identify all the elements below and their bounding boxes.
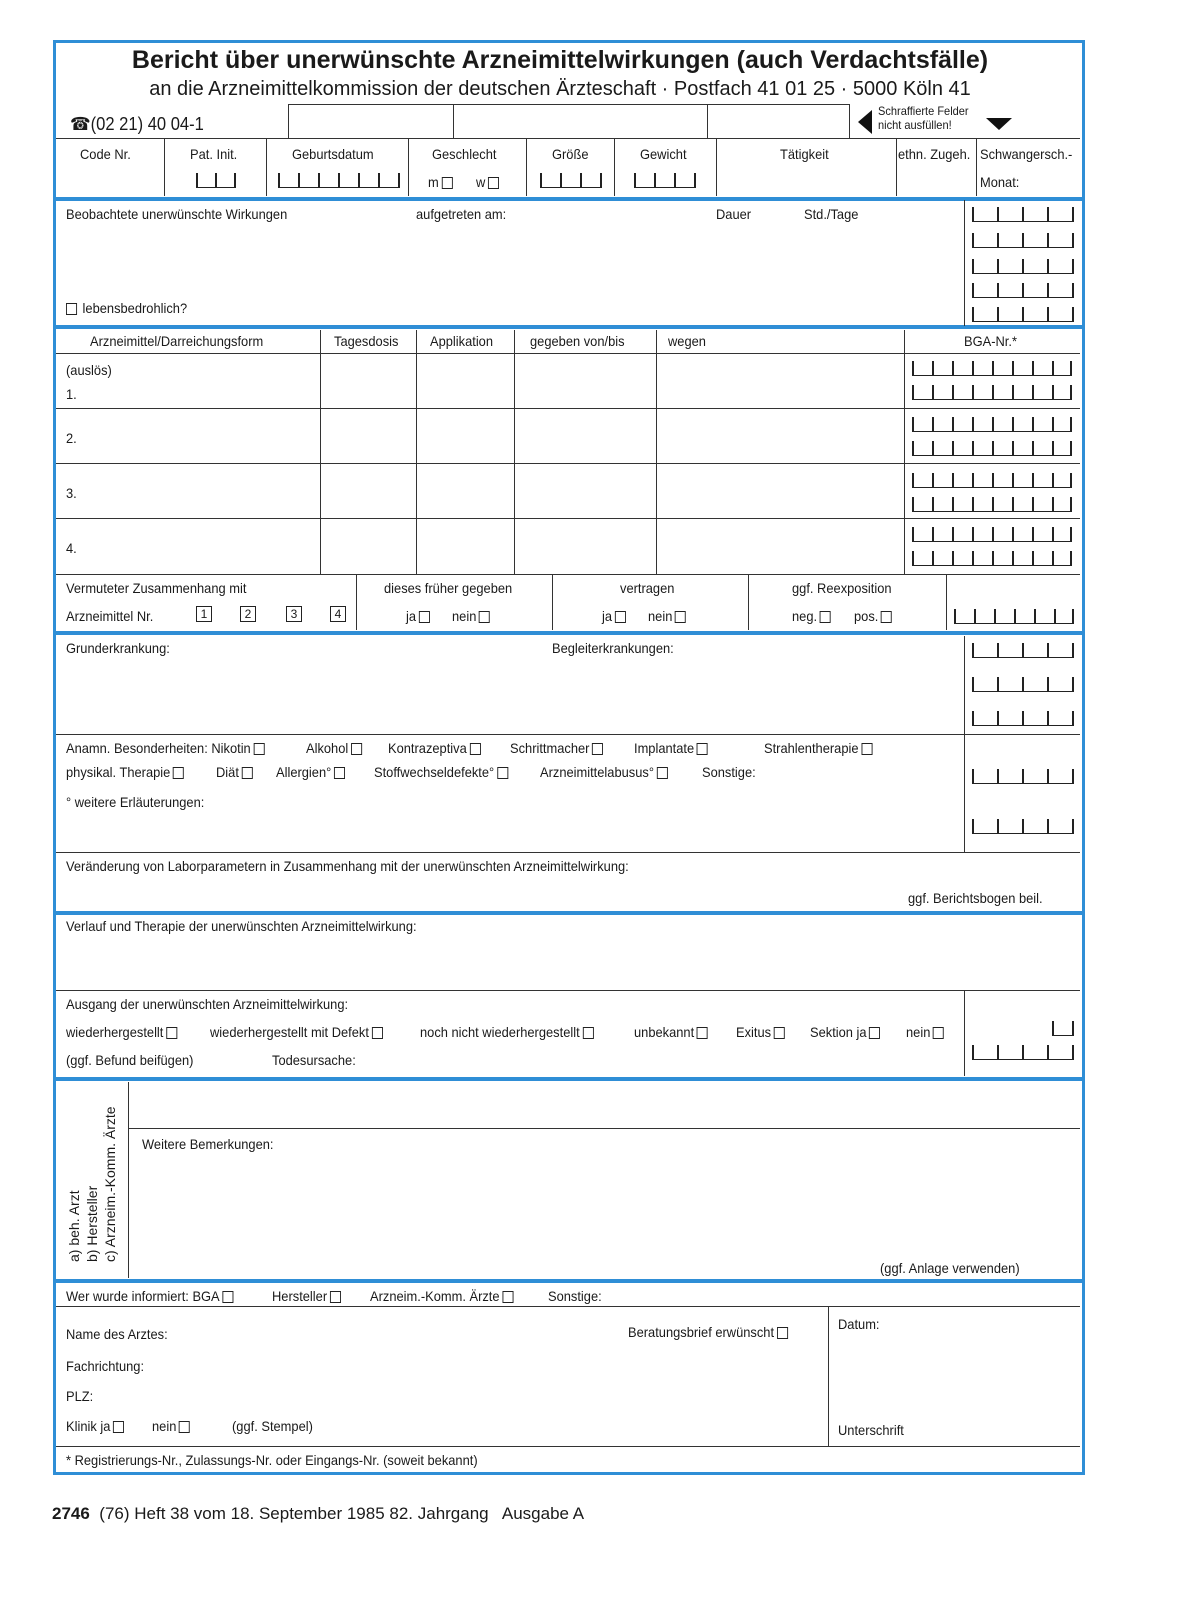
alkohol-checkbox[interactable] xyxy=(351,743,362,755)
date-label: Datum: xyxy=(838,1316,880,1332)
physikal-checkbox[interactable] xyxy=(173,767,184,779)
anamn-nikotin: Anamn. Besonderheiten: Nikotin xyxy=(66,740,265,756)
outcome-label: Ausgang der unerwünschten Arzneimittelwirkung: xyxy=(66,996,349,1012)
drug-row-3: 3. xyxy=(66,485,77,501)
sex-w-checkbox[interactable] xyxy=(488,177,499,189)
bga-box[interactable] xyxy=(912,550,1072,566)
life-threatening-checkbox[interactable] xyxy=(66,303,77,315)
bga-box[interactable] xyxy=(912,360,1072,376)
reexposition-pos-checkbox[interactable] xyxy=(881,611,892,623)
col-application: Applikation xyxy=(430,333,494,349)
advice-letter-checkbox[interactable] xyxy=(777,1327,788,1339)
clinic-yes-checkbox[interactable] xyxy=(113,1421,124,1433)
form-subtitle: an die Arzneimittelkommission der deutschen Ärzteschaft · Postfach 41 01 25 · 5000 Köln 41 xyxy=(149,78,971,100)
anamn-kontra: Kontrazeptiva xyxy=(388,740,481,756)
schrittmacher-checkbox[interactable] xyxy=(592,743,603,755)
signature-label: Unterschrift xyxy=(838,1422,904,1438)
tolerated-label: vertragen xyxy=(620,580,675,596)
code-box[interactable] xyxy=(972,710,1074,726)
weight-label: Gewicht xyxy=(640,146,687,162)
anamn-schritt: Schrittmacher xyxy=(510,740,603,756)
informed-manufacturer-checkbox[interactable] xyxy=(330,1291,341,1303)
trigger-label: (auslös) xyxy=(66,362,112,378)
given-before-no-checkbox[interactable] xyxy=(479,611,490,623)
informed-bga: Wer wurde informiert: BGA xyxy=(66,1288,233,1304)
hatched-field-3 xyxy=(708,104,850,138)
occurred-label: aufgetreten am: xyxy=(416,206,507,222)
height-label: Größe xyxy=(552,146,589,162)
col-bga: BGA-Nr.* xyxy=(964,333,1017,349)
given-before-label: dieses früher gegeben xyxy=(384,580,513,596)
given-before-no: nein xyxy=(452,608,490,624)
anamn-abusus: Arzneimittelabusus° xyxy=(540,764,668,780)
remarks-side-a: a) beh. Arzt xyxy=(66,1190,82,1262)
anamn-strahlen: Strahlentherapie xyxy=(764,740,872,756)
anamn-implantate: Implantate xyxy=(634,740,708,756)
kontrazeptiva-checkbox[interactable] xyxy=(470,743,481,755)
outcome-recovered: wiederhergestellt xyxy=(66,1024,177,1040)
drug-row-1: 1. xyxy=(66,386,77,402)
reexposition-label: ggf. Reexposition xyxy=(792,580,892,596)
tolerated-yes-checkbox[interactable] xyxy=(615,611,626,623)
drug-row-2: 2. xyxy=(66,430,77,446)
anamn-stoff: Stoffwechseldefekte° xyxy=(374,764,508,780)
hatched-field-1 xyxy=(288,104,454,138)
concomitant-disease-label: Begleiterkrankungen: xyxy=(552,640,674,656)
section-no-checkbox[interactable] xyxy=(933,1027,944,1039)
outcome-section-no: nein xyxy=(906,1024,944,1040)
bga-box[interactable] xyxy=(912,384,1072,400)
outcome-defect: wiederhergestellt mit Defekt xyxy=(210,1024,383,1040)
code-box[interactable] xyxy=(972,206,1074,222)
finding-label: (ggf. Befund beifügen) xyxy=(66,1052,194,1068)
footnote: * Registrierungs-Nr., Zulassungs-Nr. oder Eingangs-Nr. (soweit bekannt) xyxy=(66,1452,478,1468)
sex-w-label: w xyxy=(476,174,499,190)
defect-checkbox[interactable] xyxy=(372,1027,383,1039)
abusus-checkbox[interactable] xyxy=(657,767,668,779)
birthdate-field[interactable] xyxy=(278,172,400,188)
remarks-side-c: c) Arzneim.-Komm. Ärzte xyxy=(102,1106,118,1262)
outcome-section-yes: Sektion ja xyxy=(810,1024,880,1040)
informed-commission-checkbox[interactable] xyxy=(502,1291,513,1303)
remarks-label: Weitere Bemerkungen: xyxy=(142,1136,274,1152)
anamn-physikal: physikal. Therapie xyxy=(66,764,184,780)
outcome-unknown: unbekannt xyxy=(634,1024,708,1040)
strahlentherapie-checkbox[interactable] xyxy=(861,743,872,755)
form-title: Bericht über unerwünschte Arzneimittelwirkungen (auch Verdachtsfälle) xyxy=(131,46,989,74)
code-box[interactable] xyxy=(972,642,1074,658)
birthdate-label: Geburtsdatum xyxy=(292,146,374,162)
anamn-sonstige: Sonstige: xyxy=(702,764,756,780)
bga-box[interactable] xyxy=(912,416,1072,432)
doctor-name-label: Name des Arztes: xyxy=(66,1326,168,1342)
bga-box[interactable] xyxy=(912,440,1072,456)
given-before-yes: ja xyxy=(406,608,430,624)
hatched-field-2 xyxy=(454,104,708,138)
recovered-checkbox[interactable] xyxy=(166,1027,177,1039)
clinic-yes: Klinik ja xyxy=(66,1418,124,1434)
weight-field[interactable] xyxy=(634,172,696,188)
tolerated-no-checkbox[interactable] xyxy=(675,611,686,623)
col-because: wegen xyxy=(668,333,706,349)
hours-days-label: Std./Tage xyxy=(804,206,859,222)
code-box[interactable] xyxy=(972,1044,1074,1060)
exitus-checkbox[interactable] xyxy=(774,1027,785,1039)
drug-nr-4-box[interactable]: 4 xyxy=(330,606,346,622)
reexposition-neg-checkbox[interactable] xyxy=(820,611,831,623)
sex-label: Geschlecht xyxy=(432,146,497,162)
tolerated-no: nein xyxy=(648,608,686,624)
pregnancy-month-label: Monat: xyxy=(980,174,1020,190)
pat-init-field[interactable] xyxy=(196,172,236,188)
remarks-frame xyxy=(53,1078,1085,1282)
code-box[interactable] xyxy=(972,818,1074,834)
code-nr-label: Code Nr. xyxy=(80,146,131,162)
pregnancy-label: Schwangersch.- xyxy=(980,146,1073,162)
anamn-alkohol: Alkohol xyxy=(306,740,362,756)
stamp-label: (ggf. Stempel) xyxy=(232,1418,313,1434)
duration-label: Dauer xyxy=(716,206,752,222)
drug-nr-label: Arzneimittel Nr. xyxy=(66,608,154,624)
drug-nr-3-box[interactable]: 3 xyxy=(286,606,302,622)
page-footer xyxy=(52,1504,584,1524)
code-box[interactable] xyxy=(972,258,1074,274)
arrow-left-icon xyxy=(858,110,872,134)
code-box[interactable] xyxy=(972,676,1074,692)
given-before-yes-checkbox[interactable] xyxy=(419,611,430,623)
bga-box[interactable] xyxy=(912,526,1072,542)
report-sheet-label: ggf. Berichtsbogen beil. xyxy=(908,890,1043,906)
drug-nr-2-box[interactable]: 2 xyxy=(240,606,256,622)
further-explanations-label: ° weitere Erläuterungen: xyxy=(66,794,205,810)
code-box[interactable] xyxy=(972,306,1074,322)
bga-box[interactable] xyxy=(912,496,1072,512)
lab-label: Veränderung von Laborparametern in Zusammenhang mit der unerwünschten Arzneimittelwirkung: xyxy=(66,858,629,874)
effects-label: Beobachtete unerwünschte Wirkungen xyxy=(66,206,288,222)
informed-bga-checkbox[interactable] xyxy=(222,1291,233,1303)
zip-label: PLZ: xyxy=(66,1388,94,1404)
stoffwechsel-checkbox[interactable] xyxy=(497,767,508,779)
unknown-checkbox[interactable] xyxy=(697,1027,708,1039)
nikotin-checkbox[interactable] xyxy=(253,743,264,755)
life-threatening-label: lebensbedrohlich? xyxy=(66,300,187,316)
bga-box[interactable] xyxy=(912,472,1072,488)
occupation-label: Tätigkeit xyxy=(780,146,829,162)
code-box[interactable] xyxy=(972,768,1074,784)
height-field[interactable] xyxy=(540,172,602,188)
sex-m-label: m xyxy=(428,174,453,190)
basic-disease-label: Grunderkrankung: xyxy=(66,640,170,656)
outcome-exitus: Exitus xyxy=(736,1024,785,1040)
anamn-allergien: Allergien° xyxy=(276,764,345,780)
clinic-no: nein xyxy=(152,1418,190,1434)
note-line-1: Schraffierte Felder xyxy=(878,104,969,118)
advice-letter: Beratungsbrief erwünscht xyxy=(628,1324,788,1340)
not-recovered-checkbox[interactable] xyxy=(582,1027,593,1039)
remarks-side-b: b) Hersteller xyxy=(84,1185,100,1262)
course-label: Verlauf und Therapie der unerwünschten Arzneimittelwirkung: xyxy=(66,918,417,934)
death-cause-label: Todesursache: xyxy=(272,1052,356,1068)
phone-number: ☎(02 21) 40 04-1 xyxy=(70,114,204,134)
page-number: 2746 xyxy=(52,1504,90,1523)
code-box[interactable] xyxy=(954,608,1074,624)
col-drug: Arzneimittel/Darreichungsform xyxy=(90,333,264,349)
pat-init-label: Pat. Init. xyxy=(190,146,238,162)
drug-nr-1-box[interactable]: 1 xyxy=(196,606,212,622)
footer-text: (76) Heft 38 vom 18. September 1985 82. Jahrgang Ausgabe A xyxy=(99,1504,585,1523)
allergien-checkbox[interactable] xyxy=(334,767,345,779)
arrow-down-icon xyxy=(986,118,1012,130)
tolerated-yes: ja xyxy=(602,608,626,624)
code-box[interactable] xyxy=(972,282,1074,298)
reexposition-pos: pos. xyxy=(854,608,892,624)
reexposition-neg: neg. xyxy=(792,608,831,624)
relation-label: Vermuteter Zusammenhang mit xyxy=(66,580,247,596)
col-given: gegeben von/bis xyxy=(530,333,625,349)
diaet-checkbox[interactable] xyxy=(242,767,253,779)
informed-commission: Arzneim.-Komm. Ärzte xyxy=(370,1288,513,1304)
note-line-2: nicht ausfüllen! xyxy=(878,118,952,132)
anamn-diaet: Diät xyxy=(216,764,253,780)
drug-row-4: 4. xyxy=(66,540,77,556)
col-daily-dose: Tagesdosis xyxy=(334,333,399,349)
code-box[interactable] xyxy=(972,232,1074,248)
outcome-not: noch nicht wiederhergestellt xyxy=(420,1024,593,1040)
informed-manufacturer: Hersteller xyxy=(272,1288,341,1304)
clinic-no-checkbox[interactable] xyxy=(179,1421,190,1433)
attachment-label: (ggf. Anlage verwenden) xyxy=(880,1260,1020,1276)
specialty-label: Fachrichtung: xyxy=(66,1358,145,1374)
informed-other: Sonstige: xyxy=(548,1288,602,1304)
ethnicity-label: ethn. Zugeh. xyxy=(898,146,971,162)
sex-m-checkbox[interactable] xyxy=(441,177,452,189)
code-box[interactable] xyxy=(1052,1020,1074,1036)
section-yes-checkbox[interactable] xyxy=(869,1027,880,1039)
implantate-checkbox[interactable] xyxy=(697,743,708,755)
